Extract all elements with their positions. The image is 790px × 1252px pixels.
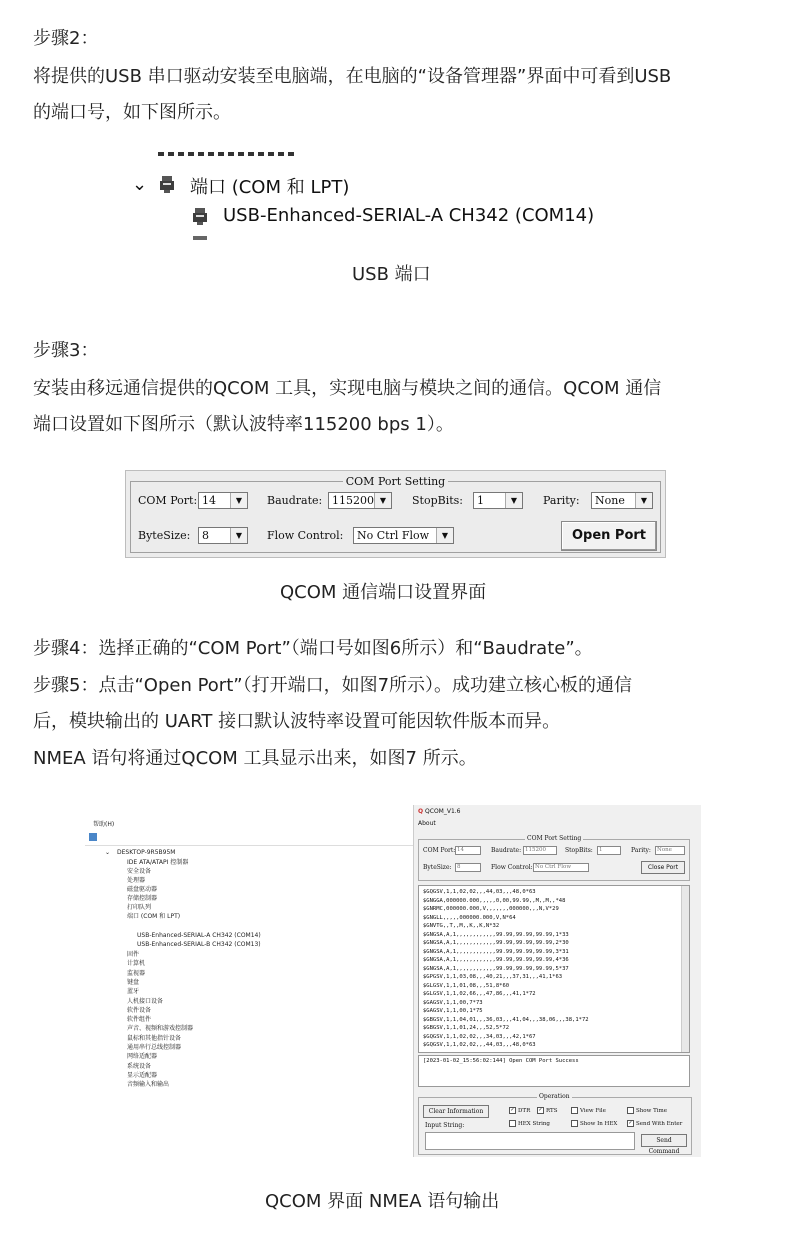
send-with-enter-checkbox[interactable]: ✓ Send With Enter [628,1120,683,1127]
tree-item[interactable]: 打印队列 [127,904,152,911]
expand-chevron-icon[interactable]: ⌄ [132,174,148,195]
show-in-hex-checkbox[interactable]: Show In HEX [571,1120,617,1127]
tree-item[interactable]: 磁盘驱动器 [127,886,158,893]
qcom-bytesize-select[interactable]: 8 [455,863,481,872]
checkbox-empty-icon [509,1120,516,1127]
dtr-checkbox[interactable]: ✓ DTR [510,1107,531,1114]
send-command-button[interactable]: Send Command [641,1134,687,1147]
tree-item[interactable]: 音频输入和输出 [127,1081,170,1089]
log-scrollbar[interactable] [681,886,689,1052]
tree-item[interactable]: 蓝牙 [127,988,140,996]
qcom-app-icon: Q [418,808,424,815]
step2-text-line2: 的端口号，如下图所示。 [33,102,231,123]
qcom-nmea-screenshot [85,805,700,1157]
clear-information-button[interactable]: Clear Information [423,1105,489,1118]
tree-port-1[interactable]: USB-Enhanced-SERIAL-B CH342 (COM13) [137,941,261,948]
tree-root[interactable]: DESKTOP-9R5B95M [117,849,176,856]
input-string-field[interactable] [425,1132,635,1150]
view-file-checkbox[interactable]: View File [571,1107,606,1114]
tree-item[interactable]: 监视器 [127,969,146,977]
qcom-parity-label: Parity: [631,847,651,854]
bytesize-value: 8 [202,529,209,542]
tree-item[interactable]: 处理器 [127,877,146,884]
serial-port-icon [193,208,207,226]
qcom-baudrate-select[interactable]: 115200 [523,846,557,855]
com-port-setting-title: COM Port Setting [345,475,446,488]
dropdown-arrow-icon[interactable]: ▼ [374,493,391,508]
figure3-caption: QCOM 界面 NMEA 语句输出 [265,1191,500,1212]
parity-value: None [595,494,625,507]
log-line: $GLGSV,1,1,02,66,,,47,86,,,41,1*72 [423,991,536,997]
tree-item[interactable]: 声音、视频和游戏控制器 [127,1025,194,1033]
checkbox-checked-icon: ✓ [628,1120,633,1126]
tree-item[interactable]: 软件设备 [127,1006,152,1014]
flow-control-value: No Ctrl Flow [357,529,430,542]
baudrate-select[interactable] [328,492,392,509]
com-port-setting-panel [125,470,666,558]
log-line: $GLGSV,1,1,01,08,,,51,8*60 [423,982,510,989]
port-group-icon [160,176,174,194]
bytesize-label: ByteSize: [138,529,191,542]
com-port-label: COM Port: [138,494,198,507]
figure2-caption: QCOM 通信端口设置界面 [280,582,487,603]
figure1-caption: USB 端口 [352,264,431,285]
tree-item[interactable]: IDE ATA/ATAPI 控制器 [127,859,189,866]
dropdown-arrow-icon[interactable]: ▼ [635,493,652,508]
step5-text-line1: 步骤5：点击“Open Port”（打开端口，如图7所示）。成功建立核心板的通信 [33,675,633,696]
tree-item[interactable]: 网络适配器 [127,1053,158,1061]
log-line: $GNGSA,A,1,,,,,,,,,,,,99.99,99.99,99.99,3*31 [423,948,569,955]
log-line: $GBGSV,1,1,01,24,,,52,5*72 [423,1025,510,1031]
qcom-com-setting-title: COM Port Setting [527,835,582,842]
log-line: $GNGGA,000000.000,,,,,0,00,99.99,,M,,M,,*48 [423,897,566,904]
rts-checkbox[interactable]: ✓ RTS [538,1107,558,1114]
tree-root-chevron-icon[interactable]: ⌄ [105,849,111,856]
log-line: $GAGSV,1,1,00,7*73 [423,999,483,1006]
parity-label: Parity: [543,494,580,507]
log-line: $GNGSA,A,1,,,,,,,,,,,,99.99,99.99,99.99,2*30 [423,940,569,946]
qcom-com-port-label: COM Port: [423,847,456,854]
usb-serial-device-label[interactable]: USB-Enhanced-SERIAL-A CH342 (COM14) [223,205,595,226]
flow-control-select[interactable] [353,527,454,544]
tree-item[interactable]: 系统设备 [127,1062,152,1070]
log-line: $GNGSA,A,1,,,,,,,,,,,,99.99,99.99,99.99,4*36 [423,957,569,963]
nmea-text: NMEA 语句将通过QCOM 工具显示出来，如图7 所示。 [33,748,477,769]
qcom-baudrate-label: Baudrate: [491,847,522,854]
log-line: $GQGSV,1,1,02,02,,,44,03,,,48,0*63 [423,889,536,895]
bytesize-select[interactable] [198,527,248,544]
tree-item[interactable]: 键盘 [127,978,140,986]
show-time-checkbox[interactable]: Show Time [627,1107,667,1114]
step5-text-line2: 后，模块输出的 UART 接口默认波特率设置可能因软件版本而异。 [33,711,561,732]
operation-title: Operation [539,1093,570,1100]
stopbits-value: 1 [477,494,484,507]
tree-item[interactable]: 人机接口设备 [127,997,164,1005]
qcom-flow-label: Flow Control: [491,864,533,871]
qcom-flow-select[interactable]: No Ctrl Flow [533,863,589,872]
step2-text-line1: 将提供的USB 串口驱动安装至电脑端，在电脑的“设备管理器”界面中可看到USB [33,66,672,87]
about-menu[interactable]: About [418,820,436,827]
log-line: $GNRMC,000000.000,V,,,,,,,000000,,,N,V*29 [423,906,559,912]
checkbox-checked-icon: ✓ [510,1107,515,1113]
tree-port-0[interactable]: USB-Enhanced-SERIAL-A CH342 (COM14) [137,932,261,939]
tree-item[interactable]: 鼠标和其他指针设备 [127,1034,182,1042]
qcom-window [413,805,701,1157]
qcom-com-setting-group [418,835,690,881]
tree-item[interactable]: 端口 (COM 和 LPT) [127,913,181,920]
qcom-parity-select[interactable]: None [655,846,685,855]
qcom-stopbits-label: StopBits: [565,847,593,854]
open-port-button[interactable]: Open Port [561,521,657,551]
status-log-line: [2023-01-02_15:56:02:144] Open COM Port Success [423,1058,579,1064]
cropped-row-bottom [193,236,207,240]
device-manager-window [85,805,413,1157]
tree-item[interactable]: 通用串行总线控制器 [127,1044,182,1051]
log-line: $GQGSV,1,1,02,02,,,34,03,,,42,1*67 [423,1033,536,1040]
log-line: $GNGLL,,,,,000000.000,V,N*64 [423,914,516,921]
help-menu[interactable]: 帮助(H) [93,821,115,828]
stopbits-select[interactable] [473,492,523,509]
tree-item[interactable]: 安全设备 [127,868,152,875]
parity-select[interactable] [591,492,653,509]
log-line: $GNVTG,,T,,M,,K,,K,N*32 [423,923,500,929]
tree-item[interactable]: 计算机 [127,960,146,968]
step4-text: 步骤4：选择正确的“COM Port”（端口号如图6所示）和“Baudrate”。 [33,638,593,659]
qcom-com-port-select[interactable]: 14 [455,846,481,855]
qcom-title: Q QCOM_V1.6 [418,808,461,815]
log-line: $GQGSV,1,1,02,02,,,44,03,,,48,0*63 [423,1042,536,1048]
tree-item[interactable]: 显示适配器 [127,1071,158,1079]
tree-item[interactable]: 固件 [127,951,140,958]
dropdown-arrow-icon[interactable]: ▼ [230,528,247,543]
checkbox-empty-icon [571,1120,578,1127]
cropped-row-top [158,152,298,156]
port-group-label[interactable]: 端口 (COM 和 LPT) [190,177,350,198]
status-log-area[interactable] [418,1055,690,1087]
log-line: $GAGSV,1,1,00,1*75 [423,1008,483,1014]
log-line: $GBGSV,1,1,04,01,,,36,03,,,41,04,,,38,06,,,38,1*72 [423,1016,589,1023]
checkbox-checked-icon: ✓ [538,1107,543,1113]
checkbox-empty-icon [627,1107,634,1114]
baudrate-value: 115200 [332,494,374,507]
qcom-stopbits-select[interactable]: 1 [597,846,621,855]
dropdown-arrow-icon[interactable]: ▼ [505,493,522,508]
operation-group [418,1093,692,1155]
log-line: $GPGSV,1,1,03,08,,,40,21,,,37,31,,,41,1*63 [423,974,563,980]
log-line: $GNGSA,A,1,,,,,,,,,,,,99.99,99.99,99.99,1*33 [423,931,569,938]
flow-control-label: Flow Control: [267,529,344,542]
receive-log-area[interactable] [418,885,690,1053]
toolbar-icon[interactable] [89,833,97,841]
log-line: $GNGSA,A,1,,,,,,,,,,,,99.99,99.99,99.99,5*37 [423,965,569,972]
tree-item[interactable]: 软件组件 [127,1016,152,1024]
device-manager-fragment [128,148,628,243]
input-string-label: Input String: [425,1122,465,1129]
checkbox-empty-icon [571,1107,578,1114]
step2-title: 步骤2： [33,28,99,49]
qcom-bytesize-label: ByteSize: [423,864,452,871]
close-port-button[interactable]: Close Port [641,861,685,874]
stopbits-label: StopBits: [412,494,463,507]
com-port-select[interactable] [198,492,248,509]
step3-text-line1: 安装由移远通信提供的QCOM 工具，实现电脑与模块之间的通信。QCOM 通信 [33,378,662,399]
dropdown-arrow-icon[interactable]: ▼ [436,528,453,543]
tree-item[interactable]: 存储控制器 [127,895,158,902]
baudrate-label: Baudrate: [267,494,323,507]
hex-string-checkbox[interactable]: HEX String [509,1120,550,1127]
dropdown-arrow-icon[interactable]: ▼ [230,493,247,508]
com-port-value: 14 [202,494,216,507]
step3-text-line2: 端口设置如下图所示（默认波特率115200 bps 1）。 [33,414,454,435]
step3-title: 步骤3： [33,340,99,361]
